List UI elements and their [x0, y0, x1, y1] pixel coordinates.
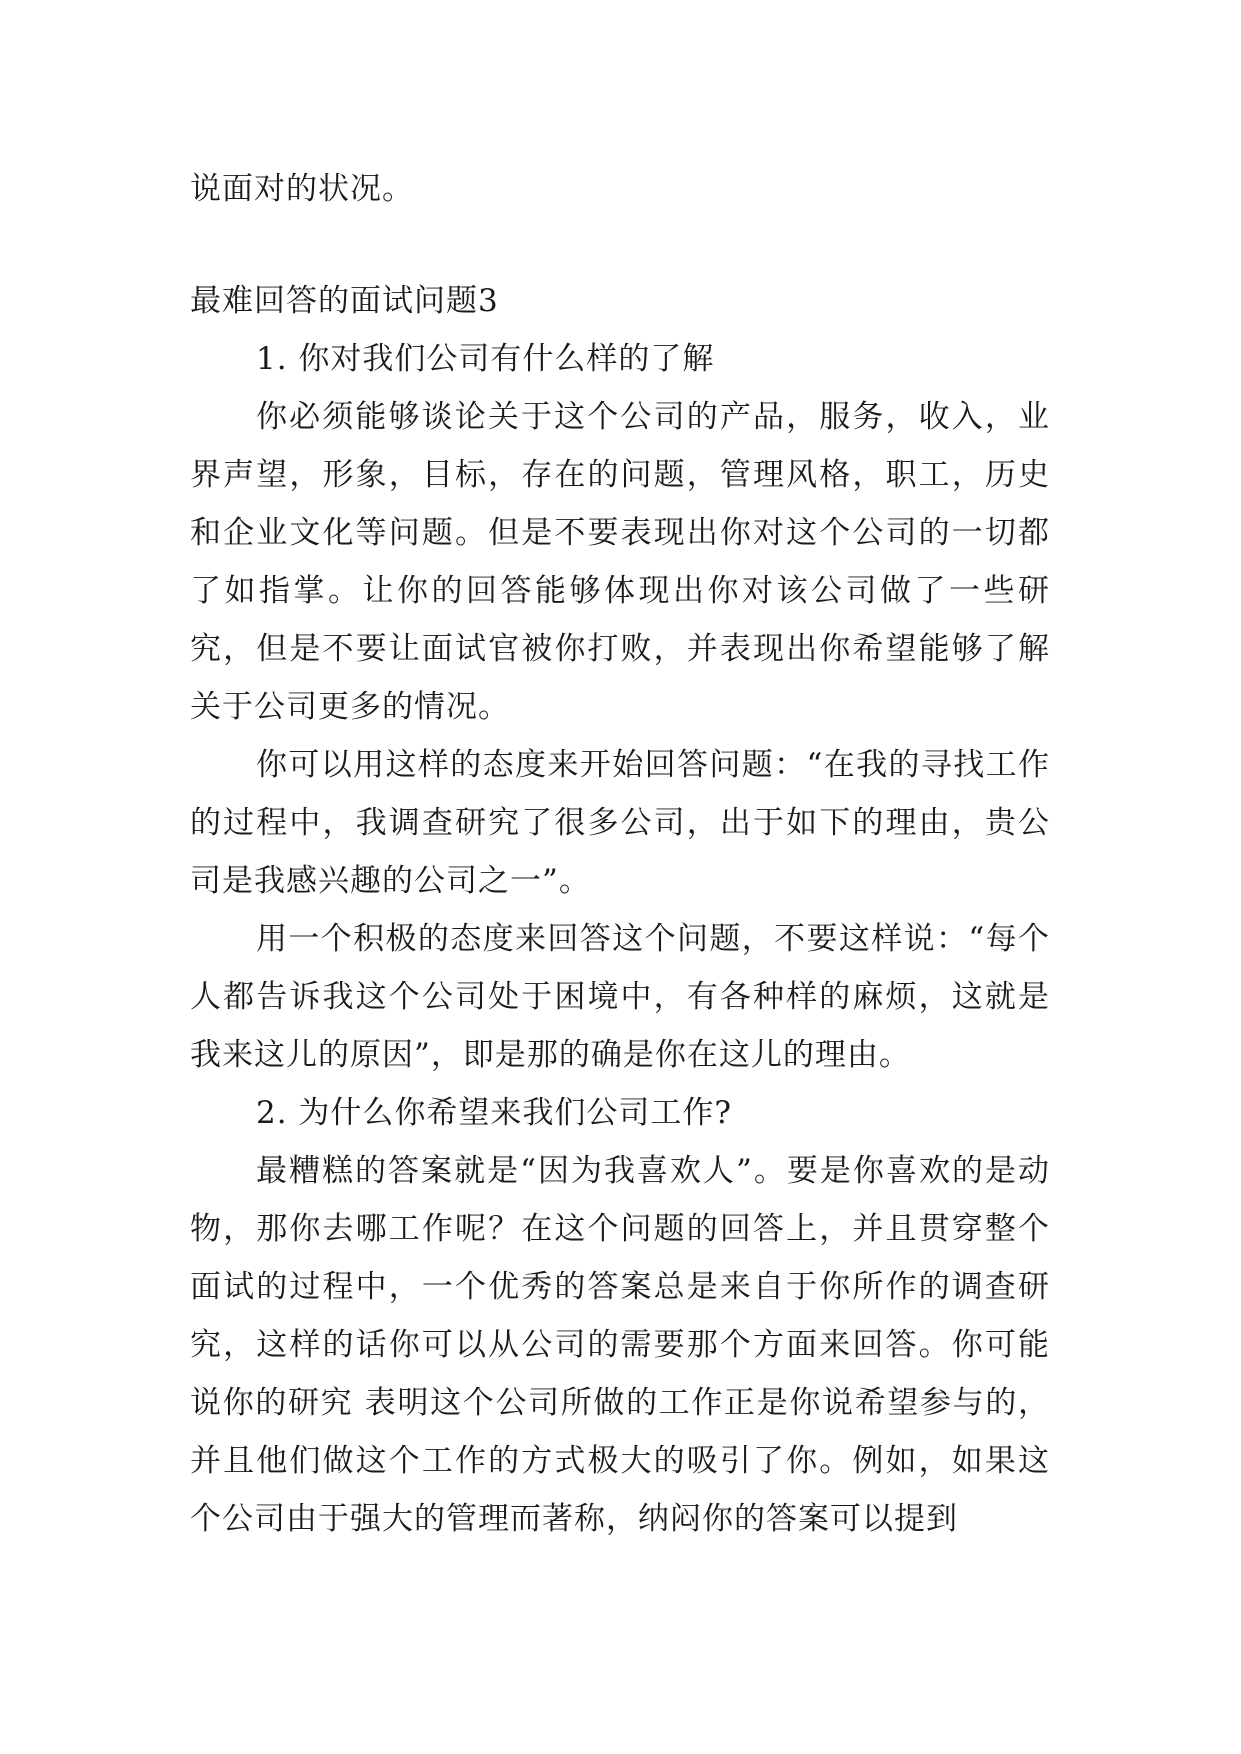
paragraph: 你可以用这样的态度来开始回答问题：“在我的寻找工作的过程中，我调查研究了很多公司，出于如下的理由，贵公司是我感兴趣的公司之一”。: [190, 747, 1050, 899]
paragraph: 用一个积极的态度来回答这个问题，不要这样说：“每个人都告诉我这个公司处于困境中，有各种样的麻烦，这就是我来这儿的原因”，即是那的确是你在这儿的理由。: [190, 921, 1050, 1073]
paragraph: 你必须能够谈论关于这个公司的产品，服务，收入，业界声望，形象，目标，存在的问题，管理风格，职工，历史和企业文化等问题。但是不要表现出你对这个公司的一切都了如指掌。让你的回答能够体现出你对该公司做了一些研究，但是不要让面试官被你打败，并表现出你希望能够了解关于公司更多的情况。: [190, 399, 1050, 725]
body-text: [190, 330, 1050, 1548]
continuation-line: 说面对的状况。: [190, 171, 414, 207]
paragraph: 最糟糕的答案就是“因为我喜欢人”。要是你喜欢的是动物，那你去哪工作呢？在这个问题的回答上，并且贯穿整个面试的过程中，一个优秀的答案总是来自于你所作的调查研究，这样的话你可以从公司的需要那个方面来回答。你可能说你的研究 表明这个公司所做的工作正是你说希望参与的，并且他们做这个工作的方式极大的吸引了你。例如，如果这个公司由于强大的管理而著称，纳闷你的答案可以提到: [190, 1153, 1050, 1537]
question-heading-2: 2. 为什么你希望来我们公司工作?: [256, 1095, 733, 1131]
question-heading-1: 1. 你对我们公司有什么样的了解: [256, 341, 715, 377]
section-title: 最难回答的面试问题3: [190, 283, 499, 319]
